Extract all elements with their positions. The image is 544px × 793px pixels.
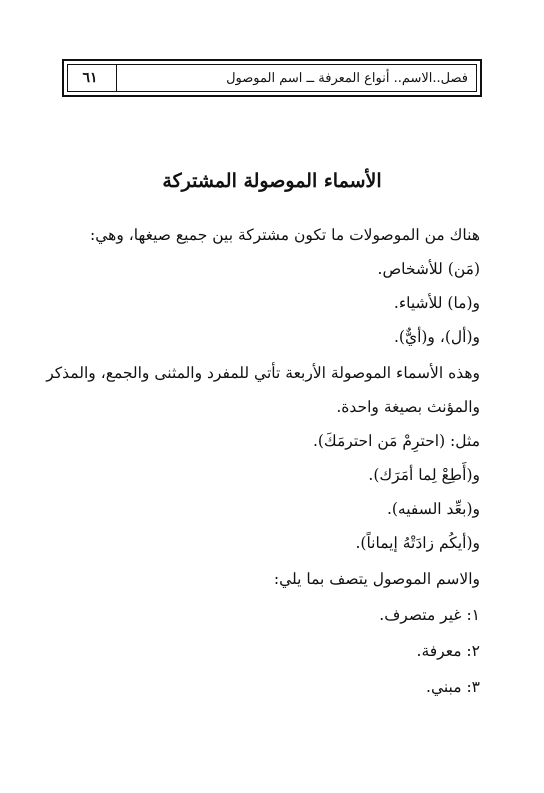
paragraph-line: (مَن) للأشخاص. bbox=[377, 260, 480, 278]
page-header-inner bbox=[64, 61, 480, 95]
paragraph-line: و(ما) للأشياء. bbox=[393, 294, 480, 312]
paragraph-line: هناك من الموصولات ما تكون مشتركة بين جميع صيغها، وهي: bbox=[90, 226, 480, 244]
section-title: الأسماء الموصولة المشتركة bbox=[162, 170, 382, 192]
paragraph-line: و(أل)، و(أيٌّ). bbox=[393, 328, 480, 346]
example-line: و(أَطِعْ لِما أمَرَك). bbox=[368, 466, 480, 484]
list-item: ١: غير متصرف. bbox=[379, 606, 480, 624]
page-header bbox=[62, 59, 482, 97]
paragraph-line: والمؤنث بصيغة واحدة. bbox=[336, 398, 480, 416]
paragraph-line: وهذه الأسماء الموصولة الأربعة تأتي للمفرد والمثنى والجمع، والمذكر bbox=[46, 364, 480, 382]
list-item: ٢: معرفة. bbox=[416, 642, 480, 660]
example-line: و(أيكُم زادَتْهُ إيماناً). bbox=[355, 534, 480, 552]
page-number: ٦١ bbox=[82, 70, 98, 86]
example-line: مثل: (احترِمْ مَن احترمَكَ). bbox=[312, 432, 480, 450]
header-divider bbox=[116, 65, 117, 91]
running-title: فصل..الاسم.. أنواع المعرفة ــ اسم الموصول bbox=[226, 70, 468, 86]
list-item: ٣: مبني. bbox=[426, 678, 480, 696]
example-line: و(بعِّد السفيه). bbox=[386, 500, 480, 518]
paragraph-line: والاسم الموصول يتصف بما يلي: bbox=[273, 570, 480, 588]
